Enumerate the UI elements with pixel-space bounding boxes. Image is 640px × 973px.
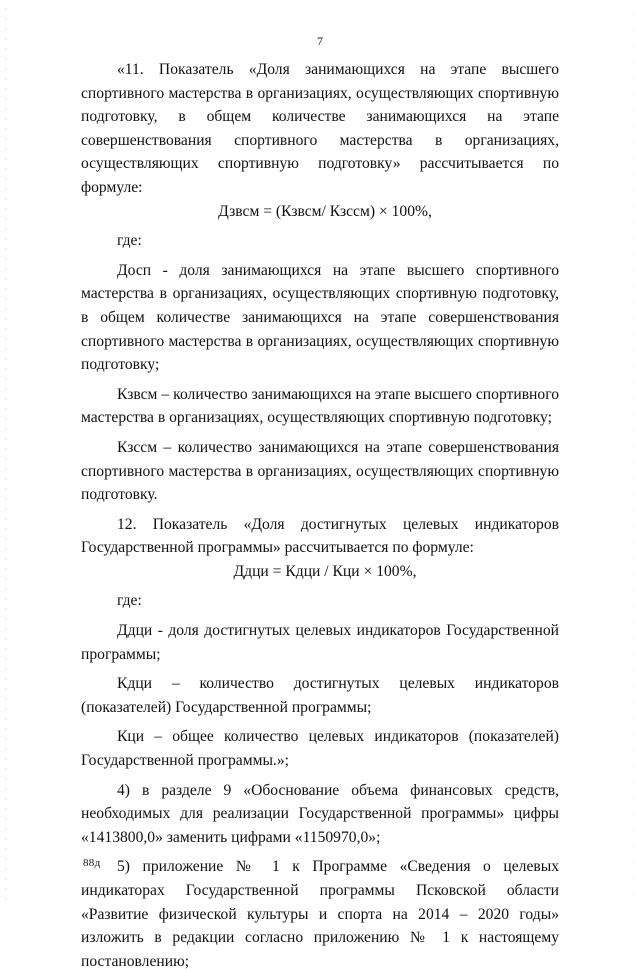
- definition-ddci: Ддци - доля достигнутых целевых индикаторов Государственной программы;: [81, 622, 559, 663]
- formula-indicator-11: Дзвсм = (Кзвсм/ Кзссм) × 100%,: [218, 202, 432, 220]
- where-label-1: где:: [117, 232, 142, 250]
- formula-indicator-12: Ддци = Кдци / Кци × 100%,: [233, 562, 417, 580]
- page-number: 7: [317, 34, 323, 48]
- footer-code: 88д: [83, 857, 101, 869]
- document-body: [81, 58, 559, 973]
- definition-kzssm: Кзссм – количество занимающихся на этапе совершенствования спортивного мастерства в организациях, осуществляющих спортивную подготовку.: [81, 438, 559, 504]
- scan-edge-right: [633, 0, 634, 905]
- amendment-item-4: 4) в разделе 9 «Обоснование объема финансовых средств, необходимых для реализации Государственной программы» цифры «1413800,0» заменить цифрами «1150970,0»;: [81, 781, 559, 846]
- definition-kci: Кци – общее количество целевых индикаторов (показателей) Государственной программы.»;: [81, 728, 559, 770]
- paragraph-indicator-12: 12. Показатель «Доля достигнутых целевых индикаторов Государственной программы» рассчитывается по формуле:: [81, 515, 559, 557]
- amendment-item-5: 5) приложение № 1 к Программе «Сведения о целевых индикаторах Государственной программы Псковской области «Развитие физической культуры и спорта на 2014 – 2020 годы» изложить в редакции согласно приложению № 1 к настоящему постановлению;: [81, 858, 559, 970]
- definition-dosp: Досп - доля занимающихся на этапе высшего спортивного мастерства в организациях, осуществляющих спортивную подготовку, в общем количестве занимающихся на этапе совершенствования спортивного мастерства в организациях, осуществляющих спортивную подготовку;: [81, 261, 559, 374]
- where-label-2: где:: [117, 592, 142, 610]
- scan-edge-left: [5, 0, 6, 905]
- definition-kdci: Кдци – количество достигнутых целевых индикаторов (показателей) Государственной программы;: [81, 675, 559, 716]
- paragraph-indicator-11: «11. Показатель «Доля занимающихся на этапе высшего спортивного мастерства в организациях, осуществляющих спортивную подготовку, в общем количестве занимающихся на этапе совершенствования спортивного мастерства в организациях, осуществляющих спортивную подготовку» рассчитывается по формуле:: [81, 61, 559, 196]
- definition-kzvsm: Кзвсм – количество занимающихся на этапе высшего спортивного мастерства в организациях, осуществляющих спортивную подготовку;: [81, 385, 559, 427]
